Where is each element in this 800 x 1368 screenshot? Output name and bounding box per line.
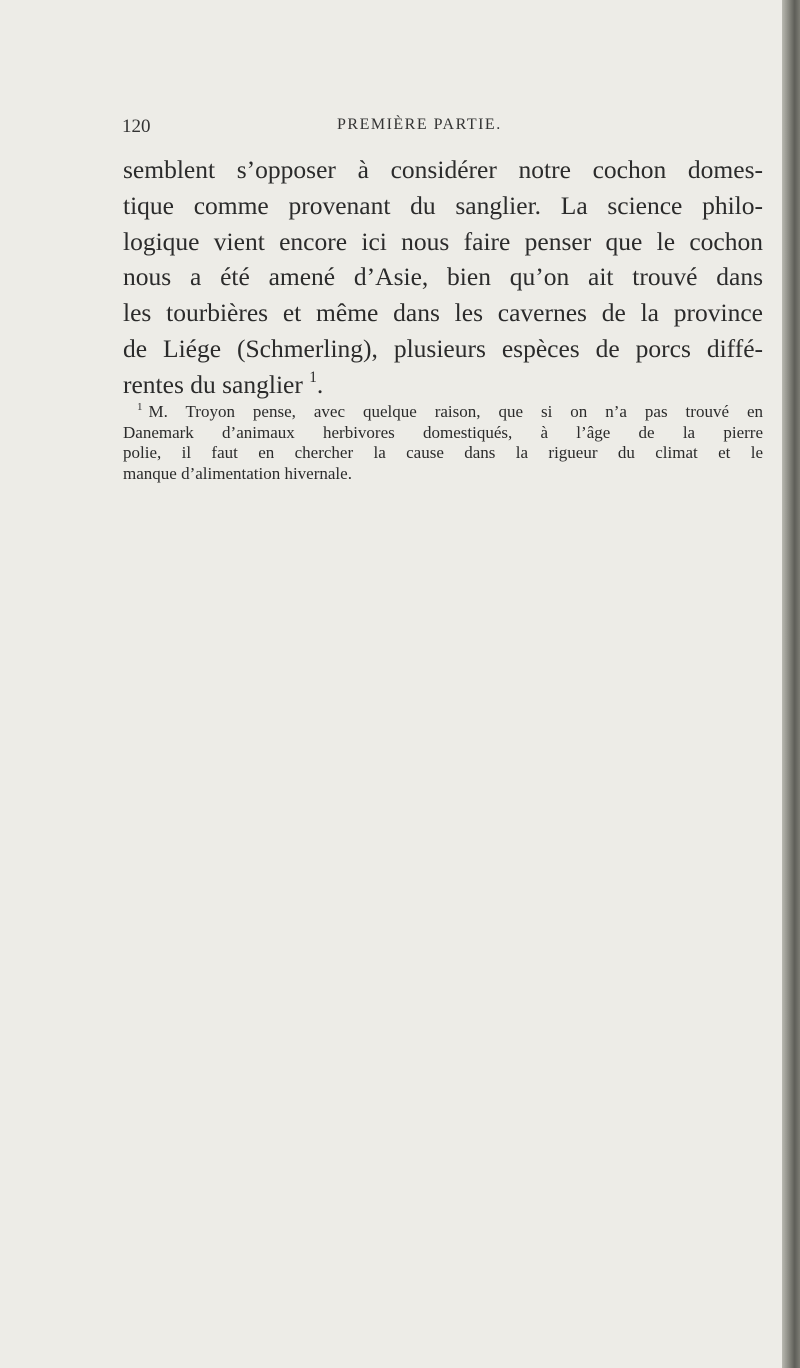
body-line: de Liége (Schmerling), plusieurs espèces de porcs diffé- — [123, 333, 763, 363]
body-line: nous a été amené d’Asie, bien qu’on ait trouvé dans — [123, 262, 763, 292]
footnote — [123, 402, 763, 484]
body-line: tique comme provenant du sanglier. La science philo- — [123, 190, 763, 220]
footnote-line-first — [123, 402, 763, 423]
body-line: logique vient encore ici nous faire penser que le cochon — [123, 226, 763, 256]
body-line: rentes du sanglier — [123, 369, 303, 399]
footnote-line: Danemark d’animaux herbivores domestiqués, à l’âge de la pierre — [123, 422, 763, 442]
page-number: 120 — [122, 116, 151, 137]
footnote-line: polie, il faut en chercher la cause dans la rigueur du climat et le — [123, 443, 763, 462]
body-line: semblent s’opposer à considérer notre cochon domes- — [123, 155, 763, 184]
footnote-line: M. Troyon pense, avec quelque raison, que si on n’a pas trouvé en — [148, 402, 763, 421]
footnote-marker: 1 — [137, 401, 143, 414]
page-header — [122, 116, 762, 146]
main-paragraph — [123, 152, 763, 403]
page-edge-shadow — [782, 0, 800, 1368]
body-line: les tourbières et même dans les cavernes de la province — [123, 298, 763, 328]
footnote-line: manque d’alimentation hivernale. — [123, 463, 352, 483]
running-head: PREMIÈRE PARTIE. — [337, 116, 502, 133]
end-punctuation: . — [316, 369, 324, 399]
body-line-last — [123, 367, 763, 403]
footnote-reference[interactable]: 1 — [309, 368, 317, 386]
